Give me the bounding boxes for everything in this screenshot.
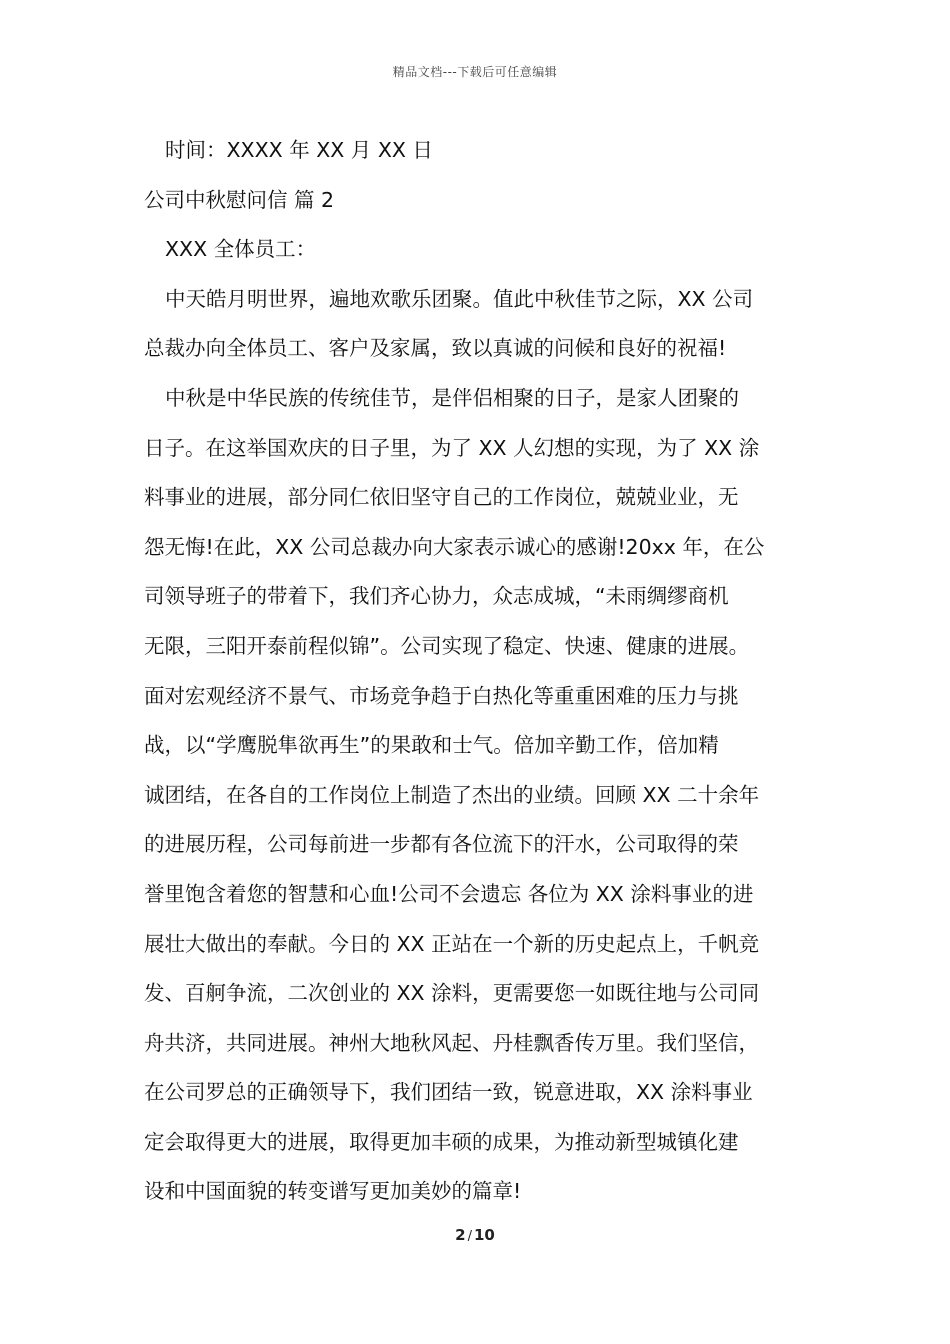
current-page-number: 2 xyxy=(455,1226,466,1244)
body-line: 设和中国面貌的转变谱写更加美妙的篇章! xyxy=(144,1179,522,1204)
body-line: 公司中秋慰问信 篇 2 xyxy=(144,187,335,212)
body-line: 怨无悔!在此，XX 公司总裁办向大家表示诚心的感谢!20xx 年，在公 xyxy=(144,534,765,559)
body-line: 司领导班子的带着下，我们齐心协力，众志成城，“未雨绸缪商机 xyxy=(144,584,729,609)
page-header: 精品文档---下载后可任意编辑 xyxy=(392,65,558,79)
body-line: XXX 全体员工： xyxy=(165,237,317,262)
body-line: 料事业的进展，部分同仁依旧坚守自己的工作岗位，兢兢业业，无 xyxy=(144,485,739,510)
body-line: 展壮大做出的奉献。今日的 XX 正站在一个新的历史起点上，千帆竞 xyxy=(144,931,760,956)
body-line: 定会取得更大的进展，取得更加丰硕的成果，为推动新型城镇化建 xyxy=(144,1129,739,1154)
body-line: 总裁办向全体员工、客户及家属，致以真诚的问候和良好的祝福! xyxy=(144,336,727,361)
body-line: 中秋是中华民族的传统佳节，是伴侣相聚的日子，是家人团聚的 xyxy=(165,385,739,410)
body-line: 在公司罗总的正确领导下，我们团结一致，锐意进取，XX 涂料事业 xyxy=(144,1080,753,1105)
body-line: 日子。在这举国欢庆的日子里，为了 XX 人幻想的实现，为了 XX 涂 xyxy=(144,435,760,460)
page-number xyxy=(0,1226,950,1244)
body-line: 中天皓月明世界，遍地欢歌乐团聚。值此中秋佳节之际，XX 公司 xyxy=(165,286,754,311)
body-line: 时间：XXXX 年 XX 月 XX 日 xyxy=(165,138,433,162)
body-line: 战，以“学鹰脱隼欲再生”的果敢和士气。倍加辛勤工作，倍加精 xyxy=(144,733,719,758)
total-pages-number: 10 xyxy=(473,1226,495,1244)
document-body xyxy=(144,126,824,1217)
page-separator: / xyxy=(467,1229,472,1244)
body-line: 的进展历程，公司每前进一步都有各位流下的汗水，公司取得的荣 xyxy=(144,832,739,857)
body-line: 舟共济，共同进展。神州大地秋风起、丹桂飘香传万里。我们坚信， xyxy=(144,1030,759,1055)
body-line: 无限，三阳开泰前程似锦”。公司实现了稳定、快速、健康的进展。 xyxy=(144,633,750,658)
body-line: 发、百舸争流，二次创业的 XX 涂料，更需要您一如既往地与公司同 xyxy=(144,981,760,1006)
body-line: 誉里饱含着您的智慧和心血!公司不会遗忘 各位为 XX 涂料事业的进 xyxy=(144,881,754,906)
body-line: 面对宏观经济不景气、市场竞争趋于白热化等重重困难的压力与挑 xyxy=(144,683,739,708)
body-line: 诚团结，在各自的工作岗位上制造了杰出的业绩。回顾 XX 二十余年 xyxy=(144,782,760,807)
